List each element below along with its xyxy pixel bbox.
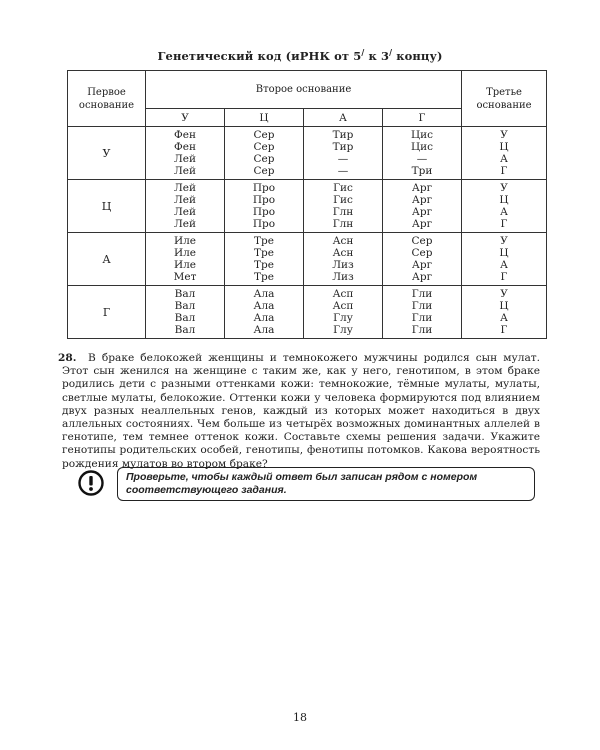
amino-acid-cell [383, 127, 462, 180]
third-base-label: Ц [499, 246, 509, 259]
third-base-label: Ц [499, 140, 509, 153]
third-base-label: Г [500, 218, 508, 231]
amino-acid: Про [252, 218, 276, 231]
amino-acid: Лей [174, 153, 196, 165]
amino-acid: Асн [332, 246, 354, 259]
amino-acid: Гис [333, 193, 353, 206]
amino-acid: Иле [173, 234, 197, 247]
amino-acid: Асп [332, 287, 354, 300]
amino-acid: Гли [411, 312, 433, 324]
amino-acid: Цис [410, 140, 434, 153]
amino-acid: Арг [411, 218, 433, 231]
amino-acid: Цис [410, 128, 434, 141]
third-base-label: Ц [499, 299, 509, 312]
amino-acid: Арг [411, 193, 433, 206]
third-base-label: У [500, 287, 508, 300]
amino-acid-cell [383, 286, 462, 339]
amino-acid: Глу [333, 324, 353, 337]
problem-text: В браке белокожей женщины и темнокожего мужчины родился сын мулат. Этот сын женился на женщине с таким же, как у него, генотипом, в этом браке родились дети с разными оттенками кожи: темнокожие, тёмные мулаты, мулаты, светлые мулаты, белокожие. Оттенки кожи у человека формируются под влиянием двух разных неаллельных генов, каждый из которых может находиться в двух аллельных состояниях. Чем больше из четырёх возможных доминантных аллелей в генотипе, тем темнее оттенок кожи. Составьте схемы решения задачи. Укажите генотипы родительских особей, генотипы, фенотипы потомков. Какова вероятность рождения мулатов во втором браке? [62, 352, 540, 470]
third-base-label: Г [500, 271, 508, 284]
second-base-label: Г [383, 109, 462, 127]
third-base-label: У [500, 234, 508, 247]
amino-acid: Ала [253, 312, 275, 324]
amino-acid-cell [146, 180, 225, 233]
amino-acid: Лей [174, 218, 196, 231]
amino-acid: Ала [253, 299, 275, 312]
amino-acid: Тре [254, 246, 274, 259]
amino-acid: Тир [332, 128, 354, 141]
amino-acid: Тре [254, 259, 274, 271]
answer-note: Проверьте, чтобы каждый ответ был записан рядом с номером соответствующего задания. [117, 467, 535, 501]
first-base-label: Г [68, 286, 146, 339]
amino-acid: Три [411, 165, 433, 178]
header-first-base: Первое основание [68, 71, 146, 127]
header-second-base: Второе основание [146, 71, 462, 109]
amino-acid-cell [225, 233, 304, 286]
amino-acid: Асн [332, 234, 354, 247]
amino-acid: Гли [411, 287, 433, 300]
third-base-label: Г [500, 324, 508, 337]
amino-acid: Про [252, 206, 276, 218]
amino-acid: Вал [174, 312, 196, 324]
amino-acid: Про [252, 193, 276, 206]
amino-acid: Арг [411, 271, 433, 284]
second-base-label: А [304, 109, 383, 127]
amino-acid: Арг [411, 259, 433, 271]
amino-acid: Вал [174, 287, 196, 300]
amino-acid: Лей [174, 206, 196, 218]
amino-acid-cell [146, 233, 225, 286]
header-third-base: Третье основание [462, 71, 547, 127]
third-base-label: У [500, 181, 508, 194]
amino-acid: — [337, 165, 349, 178]
amino-acid-cell [146, 286, 225, 339]
third-base-cell [462, 180, 547, 233]
amino-acid: Мет [173, 271, 197, 284]
first-base-label: Ц [68, 180, 146, 233]
amino-acid-cell [383, 233, 462, 286]
third-base-label: А [500, 153, 508, 165]
amino-acid: Сер [253, 153, 275, 165]
table-title: Генетический код (иРНК от 5/ к 3/ концу) [157, 47, 443, 63]
amino-acid-cell [146, 127, 225, 180]
amino-acid-cell [304, 286, 383, 339]
amino-acid: — [416, 153, 428, 165]
first-base-label: У [68, 127, 146, 180]
page-number: 18 [293, 711, 307, 724]
amino-acid: Асп [332, 299, 354, 312]
amino-acid: Глн [332, 206, 354, 218]
amino-acid: Тре [254, 234, 274, 247]
amino-acid: Арг [411, 206, 433, 218]
amino-acid-cell [225, 286, 304, 339]
amino-acid: Лиз [332, 259, 354, 271]
amino-acid: Фен [174, 140, 196, 153]
amino-acid: Иле [173, 259, 197, 271]
amino-acid: Лей [174, 181, 196, 194]
second-base-label: Ц [225, 109, 304, 127]
second-base-label: У [146, 109, 225, 127]
amino-acid-cell [304, 233, 383, 286]
amino-acid: Гли [411, 324, 433, 337]
third-base-label: А [500, 259, 508, 271]
exclamation-icon [78, 470, 104, 496]
third-base-label: Ц [499, 193, 509, 206]
third-base-label: У [500, 128, 508, 141]
amino-acid: Тре [254, 271, 274, 284]
amino-acid: Про [252, 181, 276, 194]
amino-acid: Гли [411, 299, 433, 312]
amino-acid: Сер [253, 165, 275, 178]
amino-acid: Ала [253, 287, 275, 300]
amino-acid: Тир [332, 140, 354, 153]
third-base-cell [462, 286, 547, 339]
amino-acid: Ала [253, 324, 275, 337]
amino-acid: Глу [333, 312, 353, 324]
amino-acid: Глн [332, 218, 354, 231]
amino-acid: Вал [174, 324, 196, 337]
first-base-label: А [68, 233, 146, 286]
third-base-cell [462, 233, 547, 286]
amino-acid: Сер [411, 234, 433, 247]
third-base-label: А [500, 312, 508, 324]
amino-acid: Сер [253, 140, 275, 153]
amino-acid: Вал [174, 299, 196, 312]
amino-acid-cell [225, 127, 304, 180]
amino-acid: Иле [173, 246, 197, 259]
amino-acid: Лей [174, 165, 196, 178]
amino-acid-cell [304, 180, 383, 233]
amino-acid: Лиз [332, 271, 354, 284]
third-base-label: Г [500, 165, 508, 178]
amino-acid: Гис [333, 181, 353, 194]
amino-acid-cell [383, 180, 462, 233]
amino-acid: Лей [174, 193, 196, 206]
amino-acid: Сер [411, 246, 433, 259]
problem-number: 28. [58, 352, 77, 364]
third-base-cell [462, 127, 547, 180]
problem-28 [58, 352, 540, 471]
amino-acid: — [337, 153, 349, 165]
amino-acid: Сер [253, 128, 275, 141]
amino-acid: Арг [411, 181, 433, 194]
amino-acid-cell [304, 127, 383, 180]
amino-acid: Фен [174, 128, 196, 141]
genetic-code-table [67, 70, 547, 339]
third-base-label: А [500, 206, 508, 218]
amino-acid-cell [225, 180, 304, 233]
